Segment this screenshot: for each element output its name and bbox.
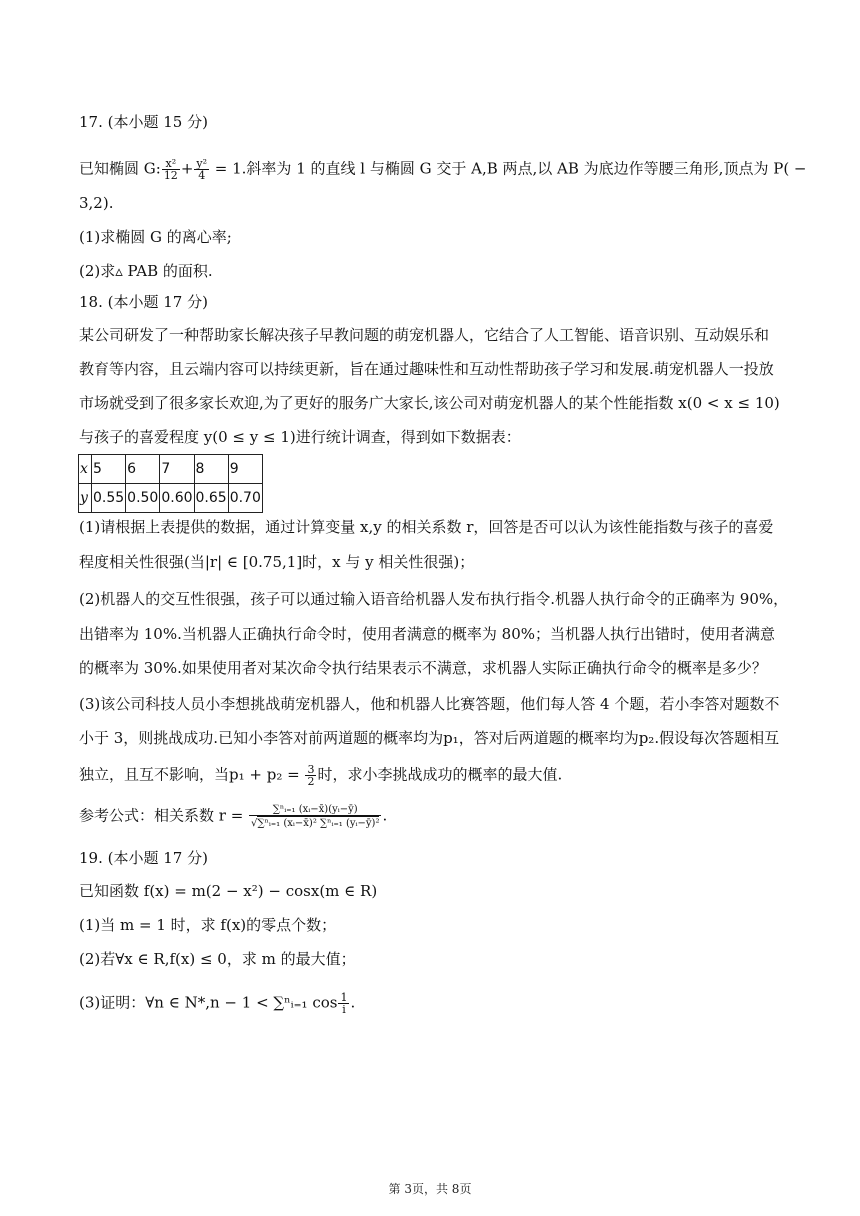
- table-cell: 5: [92, 455, 126, 484]
- q18-sub3-line2: 小于 3，则挑战成功.已知小李答对前两道题的概率均为p₁，答对后两道题的概率均为p₂.假设每次答题相互: [79, 729, 780, 747]
- q18-para4: 与孩子的喜爱程度 y(0 ≤ y ≤ 1)进行统计调查，得到如下数据表：: [79, 428, 521, 446]
- q18-sub3-line1: (3)该公司科技人员小李想挑战萌宠机器人，他和机器人比赛答题，他们每人答 4 个题，若小李答对题数不: [79, 695, 780, 713]
- q18-sub1-line1: (1)请根据上表提供的数据，通过计算变量 x,y 的相关系数 r，回答是否可以认为该性能指数与孩子的喜爱: [79, 518, 774, 536]
- table-cell: 7: [160, 455, 194, 484]
- q19-title: 19. (本小题 17 分): [79, 849, 208, 867]
- q19-part2: (2)若∀x ∈ R,f(x) ≤ 0，求 m 的最大值；: [79, 950, 356, 968]
- q18-sub2-line1: (2)机器人的交互性很强，孩子可以通过输入语音给机器人发布执行指令.机器人执行命令的正确率为 90%，: [79, 590, 789, 608]
- q18-sub3-b: 时，求小李挑战成功的概率的最大值.: [317, 765, 563, 784]
- q18-para3: 市场就受到了很多家长欢迎,为了更好的服务广大家长,该公司对萌宠机器人的某个性能指数 x(0 < x ≤ 10): [79, 394, 780, 412]
- ellipse-y-term: $\frac{\text{y²}}{4}$: [196, 157, 208, 182]
- one-over-i: $\frac{1}{i}$: [340, 991, 348, 1016]
- q18-sub2-line2: 出错率为 10%.当机器人正确执行命令时，使用者满意的概率为 80%；当机器人执行出错时，使用者满意: [79, 625, 775, 643]
- table-cell: 6: [126, 455, 160, 484]
- q17-part2: (2)求▵ PAB 的面积.: [79, 262, 213, 280]
- ref-end: .: [382, 806, 388, 825]
- ellipse-x-term: $\frac{\text{x²}}{12}$: [163, 157, 178, 182]
- table-cell: 0.55: [92, 484, 126, 513]
- table-cell: 0.65: [194, 484, 228, 513]
- table-x-label: x: [79, 455, 92, 484]
- q17-stem: 已知椭圆 G: $\frac{\text{x²}}{12}$ + $\frac{\text{y²}}{4}$ = 1.斜率为 1 的直线 l 与椭圆 G 交于 A,B 两点,以 AB 为底边作等腰三角形,顶点为 P( −: [79, 157, 807, 182]
- table-y-label: y: [79, 484, 92, 513]
- q18-reference: [79, 804, 387, 829]
- q17-stem-cont: 3,2).: [79, 194, 114, 212]
- q19-part3-a: (3)证明：∀n ∈ N*,n − 1 < ∑ⁿᵢ₌₁ cos: [79, 993, 338, 1012]
- q17-stem-a: 已知椭圆 G:: [79, 159, 161, 178]
- table-row-y: [79, 484, 263, 513]
- table-cell: 0.50: [126, 484, 160, 513]
- q17-title: 17. (本小题 15 分): [79, 113, 208, 131]
- q19-part1: (1)当 m = 1 时，求 f(x)的零点个数；: [79, 916, 337, 934]
- page-footer: 第 3页，共 8页: [388, 1182, 472, 1196]
- q19-stem: 已知函数 f(x) = m(2 − x²) − cosx(m ∈ R): [79, 882, 378, 900]
- table-cell: 0.60: [160, 484, 194, 513]
- q18-para1: 某公司研发了一种帮助家长解决孩子早教问题的萌宠机器人，它结合了人工智能、语音识别、互动娱乐和: [79, 326, 770, 344]
- table-cell: 8: [194, 455, 228, 484]
- data-table: [78, 454, 263, 513]
- table-row-x: [79, 455, 263, 484]
- q19-part3-b: .: [350, 993, 356, 1012]
- q17-stem-b: = 1.斜率为 1 的直线 l 与椭圆 G 交于 A,B 两点,以 AB 为底边作等腰三角形,顶点为 P( −: [210, 159, 807, 178]
- q18-sub2-line3: 的概率为 30%.如果使用者对某次命令执行结果表示不满意，求机器人实际正确执行命令的概率是多少？: [79, 659, 767, 677]
- q17-part1: (1)求椭圆 G 的离心率;: [79, 228, 232, 246]
- correlation-formula: $\frac{\text{∑ⁿᵢ₌₁ (xᵢ−x̄)(yᵢ−ȳ)}}{\text{√∑ⁿᵢ₌₁ (xᵢ−x̄)² ∑ⁿᵢ₌₁ (yᵢ−ȳ)²}}$: [251, 804, 380, 829]
- three-halves: $\frac{3}{2}$: [307, 763, 315, 788]
- table-cell: 9: [228, 455, 262, 484]
- q18-title: 18. (本小题 17 分): [79, 293, 208, 311]
- q19-part3: [79, 992, 355, 1015]
- q18-para2: 教育等内容，且云端内容可以持续更新，旨在通过趣味性和互动性帮助孩子学习和发展.萌宠机器人一投放: [79, 360, 774, 378]
- table-cell: 0.70: [228, 484, 262, 513]
- q18-sub1-line2: 程度相关性很强(当|r| ∈ [0.75,1]时，x 与 y 相关性很强)；: [79, 553, 475, 571]
- ref-label: 参考公式：相关系数 r =: [79, 806, 249, 825]
- q18-sub3-line3: [79, 764, 562, 787]
- q18-sub3-a: 独立，且互不影响，当p₁ + p₂ =: [79, 765, 305, 784]
